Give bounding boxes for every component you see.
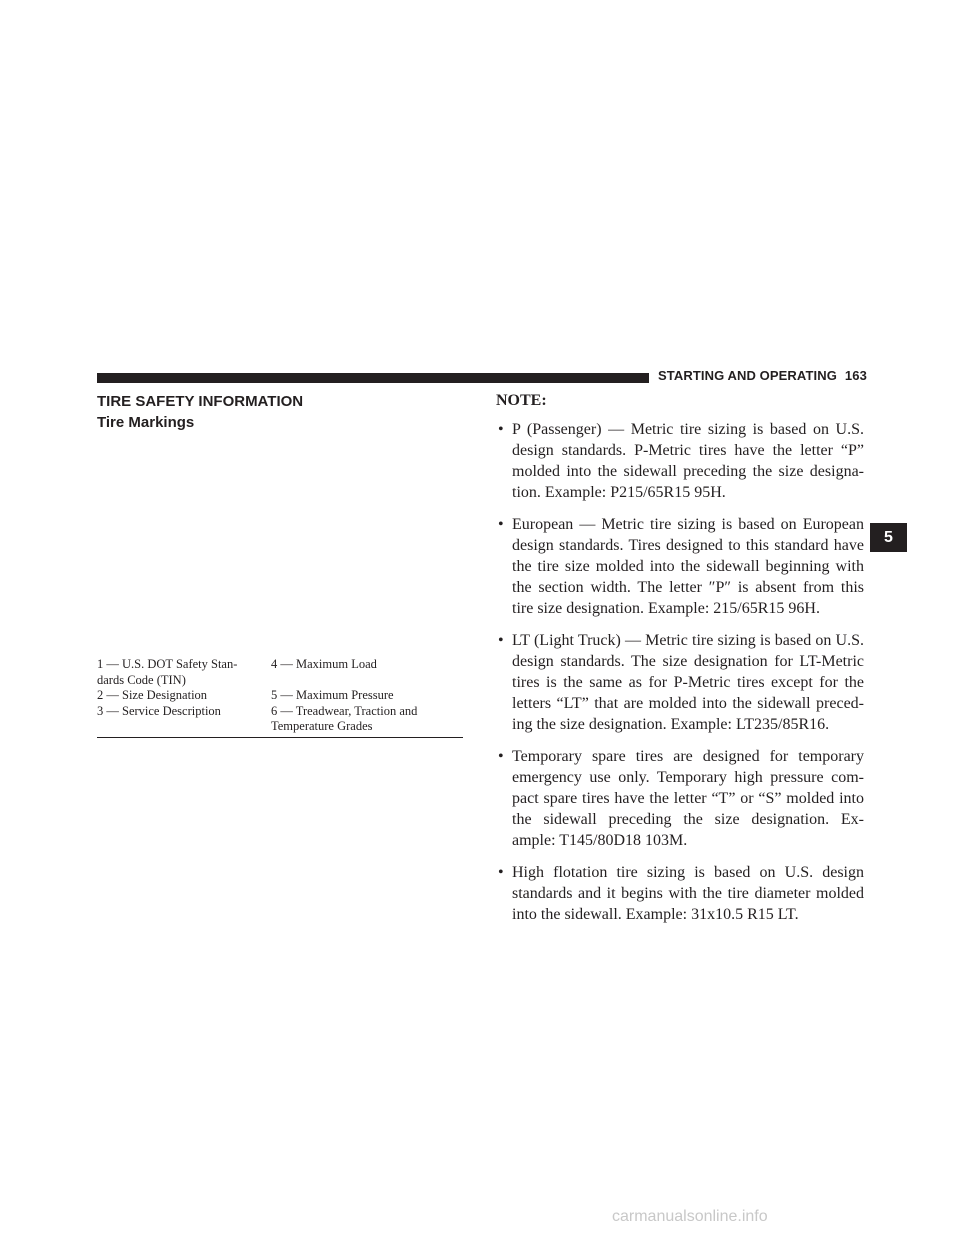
figure-caption [97, 657, 463, 735]
bullet-icon: • [498, 864, 504, 881]
bullet-text: LT (Light Truck) — Metric tire sizing is based on U.S. design standards. The size designation for LT-Metric tires is the same as for P-Metric tires except for the letters “LT” that are molded into the sidewall preced- ing the size designation. Example: LT235/85R16. [512, 632, 864, 733]
note-bullet-list [496, 419, 864, 936]
caption-item: 6 — Treadwear, Traction and Temperature Grades [271, 703, 418, 733]
bullet-text: High flotation tire sizing is based on U.S. design standards and it begins with the tire diameter molded into the sidewall. Example: 31x10.5 R15 LT. [512, 864, 864, 923]
list-item [496, 514, 864, 619]
caption-row [97, 657, 463, 688]
section-title: TIRE SAFETY INFORMATION [97, 393, 304, 410]
list-item [496, 419, 864, 503]
running-header [658, 368, 867, 383]
list-item [496, 862, 864, 925]
bullet-text: European — Metric tire sizing is based on European design standards. Tires designed to this standard have the tire size molded into the sidewall beginning with the section width. The letter ″P″ is absent from this tire size designation. Example: 215/65R15 96H. [512, 516, 864, 617]
bullet-icon: • [498, 748, 504, 765]
chapter-tab: 5 [870, 523, 907, 552]
caption-item: 2 — Size Designation [97, 688, 208, 702]
note-label: NOTE: [496, 392, 547, 409]
subsection-title: Tire Markings [97, 414, 195, 431]
bullet-icon: • [498, 516, 504, 533]
header-rule [97, 373, 649, 383]
caption-item: 1 — U.S. DOT Safety Stan- dards Code (TIN) [97, 657, 238, 687]
caption-item: 5 — Maximum Pressure [271, 688, 394, 702]
watermark-link[interactable]: carmanualsonline.info [612, 1208, 768, 1225]
list-item [496, 746, 864, 851]
bullet-text: Temporary spare tires are designed for temporary emergency use only. Temporary high pressure com- pact spare tires have the letter “T” or “S” molded into the sidewall preceding the size designation. Ex- ample: T145/80D18 103M. [512, 748, 864, 849]
bullet-text: P (Passenger) — Metric tire sizing is based on U.S. design standards. P-Metric tires have the letter “P” molded into the sidewall preceding the size designa- tion. Example: P215/65R15 95H. [512, 421, 864, 501]
caption-item: 3 — Service Description [97, 703, 221, 718]
header-section-title: STARTING AND OPERATING [658, 368, 837, 383]
caption-rule [97, 737, 463, 738]
page-number: 163 [844, 368, 867, 383]
bullet-icon: • [498, 632, 504, 649]
caption-item: 4 — Maximum Load [271, 657, 377, 671]
bullet-icon: • [498, 421, 504, 438]
caption-row [97, 704, 463, 735]
list-item [496, 630, 864, 735]
caption-row [97, 688, 463, 704]
